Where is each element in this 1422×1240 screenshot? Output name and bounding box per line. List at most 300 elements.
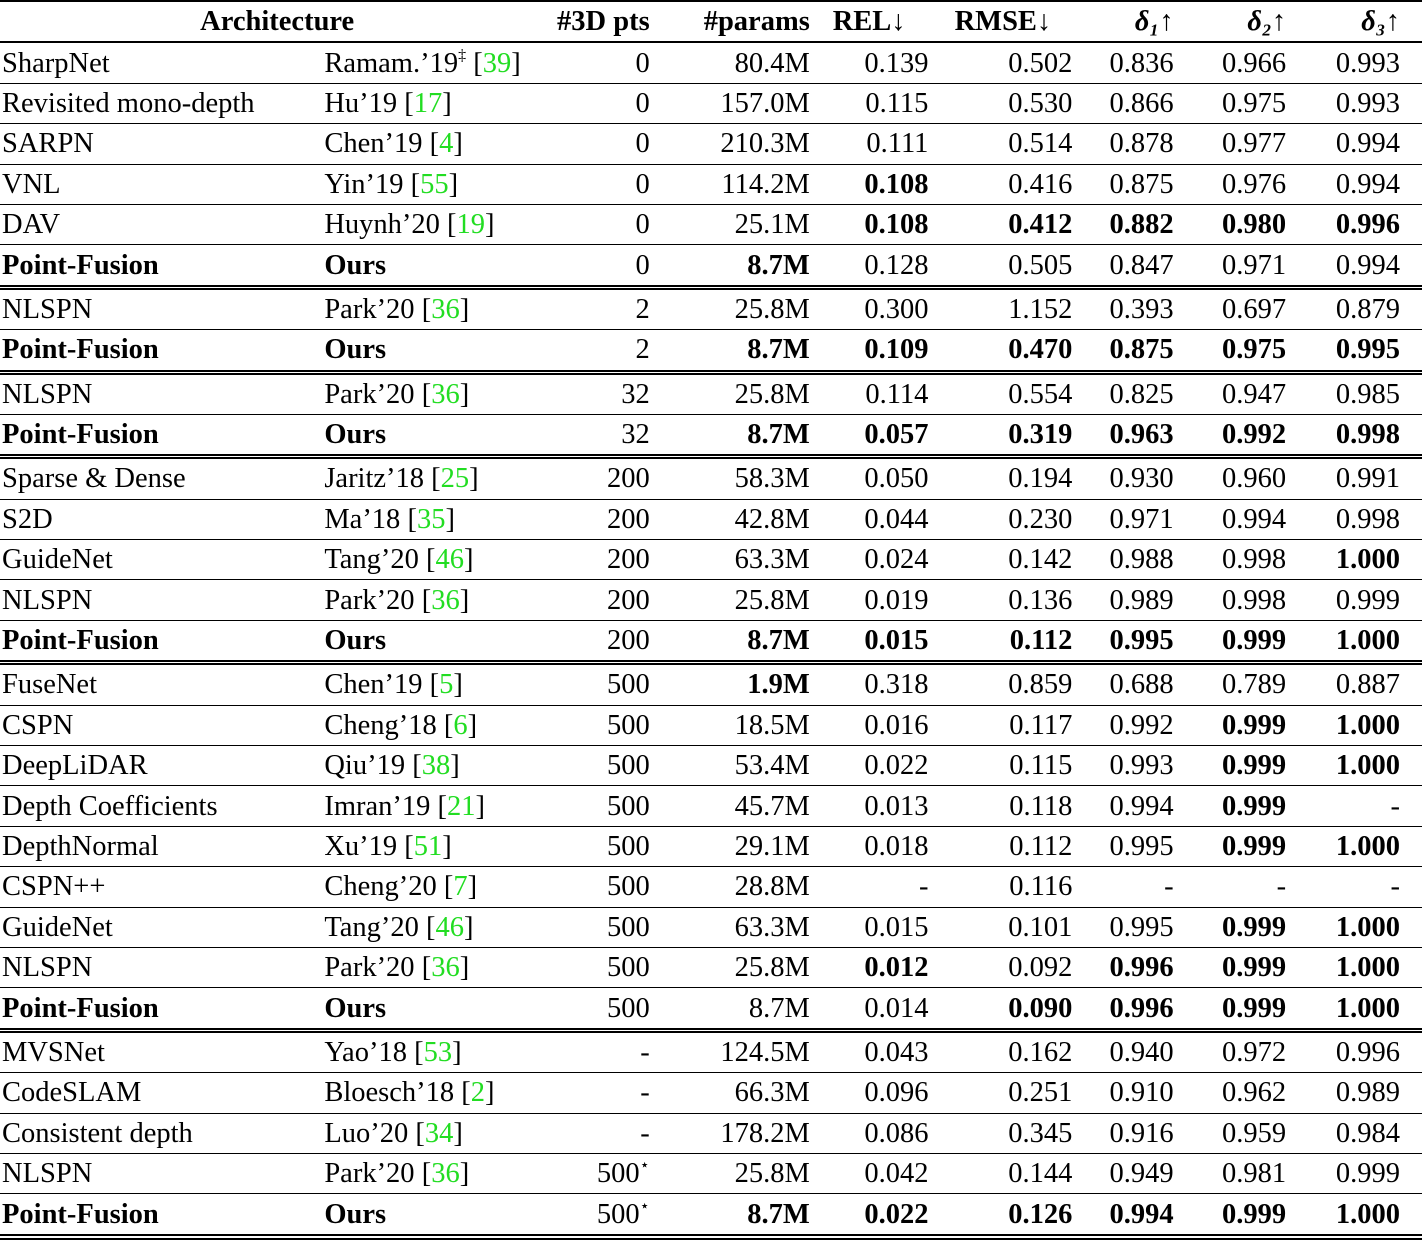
cell-d1	[1076, 907, 1173, 947]
cell-d3	[1286, 988, 1422, 1030]
cell-rmse	[933, 1073, 1076, 1113]
d2-value: 0.998	[1222, 584, 1287, 616]
cell-d2	[1174, 245, 1287, 287]
d2-value: 0.697	[1222, 293, 1287, 325]
cell-d3	[1286, 1153, 1422, 1193]
pts-value: 500	[606, 992, 650, 1024]
cell-d1	[1076, 620, 1173, 662]
params-value: 157.0M	[720, 87, 810, 119]
rel-value: 0.015	[864, 911, 929, 943]
d2-value: -	[1276, 871, 1287, 903]
cell-pts	[552, 705, 651, 745]
cell-method-name: Point-Fusion	[2, 334, 159, 366]
table-row	[0, 1113, 1422, 1153]
table-row	[0, 124, 1422, 164]
author-year: Ours	[324, 992, 387, 1024]
cell-d2	[1174, 580, 1287, 620]
params-value: 8.7M	[747, 1198, 810, 1230]
header-architecture: Architecture	[200, 6, 355, 38]
header-delta1: δ₁↑	[1134, 6, 1174, 38]
rel-value: 0.057	[864, 419, 929, 451]
table-row	[0, 580, 1422, 620]
d3-value: 0.994	[1335, 168, 1400, 200]
cell-rel	[810, 1073, 934, 1113]
cell-params	[652, 204, 810, 244]
d3-value: 1.000	[1335, 625, 1400, 657]
cell-d1	[1076, 826, 1173, 866]
citation-link[interactable]: 36	[431, 952, 460, 984]
table-row	[0, 786, 1422, 826]
cell-d1	[1076, 947, 1173, 987]
cell-rel	[810, 540, 934, 580]
rel-value: 0.300	[864, 293, 929, 325]
author-year: Park’20	[324, 293, 415, 325]
citation-link[interactable]: 25	[440, 463, 470, 495]
cell-rel	[810, 245, 934, 287]
d3-value: 0.999	[1335, 1158, 1400, 1190]
cell-method-name: DeepLiDAR	[2, 750, 148, 782]
params-value: 42.8M	[734, 503, 810, 535]
cell-rel	[810, 287, 934, 329]
rel-value: 0.044	[864, 503, 929, 535]
author-year: Ours	[324, 1198, 387, 1230]
author-year: Chen’19	[324, 128, 423, 160]
d2-value: 0.994	[1222, 503, 1287, 535]
rel-value: 0.108	[864, 209, 929, 241]
d2-value: 0.960	[1222, 463, 1287, 495]
cell-reference: Chen’19 [4]	[324, 128, 463, 160]
params-value: 58.3M	[734, 463, 810, 495]
d2-value: 0.947	[1222, 378, 1287, 410]
rel-value: 0.014	[864, 992, 929, 1024]
cell-rmse	[933, 867, 1076, 907]
author-year: Ours	[324, 625, 387, 657]
cell-rel	[810, 204, 934, 244]
pts-value: 200	[606, 463, 650, 495]
cell-params	[652, 124, 810, 164]
params-value: 28.8M	[734, 871, 810, 903]
cell-rmse	[933, 746, 1076, 786]
cell-method-name: Sparse & Dense	[2, 463, 186, 495]
cell-rel	[810, 42, 934, 83]
cell-d3	[1286, 164, 1422, 204]
citation-link[interactable]: 34	[424, 1117, 454, 1149]
d1-value: 0.875	[1109, 168, 1174, 200]
header-row	[0, 1, 1422, 42]
cell-pts	[552, 867, 651, 907]
d2-value: 0.999	[1222, 831, 1287, 862]
citation-link[interactable]: 53	[423, 1036, 453, 1068]
rel-value: 0.050	[864, 463, 929, 495]
cell-d2	[1174, 457, 1287, 499]
author-year: Ours	[324, 249, 387, 281]
params-value: 63.3M	[734, 911, 810, 943]
cell-rel	[810, 1153, 934, 1193]
cell-rel	[810, 414, 934, 456]
cell-reference: Luo’20 [34]	[324, 1117, 463, 1149]
cell-rmse	[933, 580, 1076, 620]
rmse-value: 0.118	[1009, 790, 1073, 822]
citation-link[interactable]: 55	[420, 168, 449, 200]
citation-link[interactable]: 4	[439, 128, 454, 160]
params-value: 53.4M	[734, 750, 810, 782]
cell-reference: Cheng’20 [7]	[324, 871, 478, 903]
pts-value: -	[640, 1117, 650, 1149]
cell-d2	[1174, 124, 1287, 164]
d2-value: 0.999	[1222, 1198, 1287, 1230]
cell-pts	[552, 580, 651, 620]
cell-d3	[1286, 1113, 1422, 1153]
author-year: Tang’20	[324, 544, 419, 576]
pts-value: -	[640, 1077, 650, 1109]
d2-value: 0.966	[1222, 47, 1287, 79]
cell-method-name: SARPN	[2, 128, 94, 160]
cell-d2	[1174, 1153, 1287, 1193]
cell-pts	[552, 907, 651, 947]
star-footnote-mark: ⋆	[639, 1197, 650, 1215]
cell-rmse	[933, 947, 1076, 987]
d1-value: 0.875	[1109, 334, 1174, 366]
rmse-value: 0.554	[1008, 378, 1073, 410]
cell-pts	[552, 540, 651, 580]
cell-rmse	[933, 330, 1076, 372]
d3-value: 0.996	[1335, 209, 1400, 241]
cell-d2	[1174, 826, 1287, 866]
cell-rel	[810, 786, 934, 826]
cell-d3	[1286, 124, 1422, 164]
params-value: 25.8M	[734, 952, 810, 984]
table-row	[0, 42, 1422, 83]
pts-value: 0	[635, 87, 650, 119]
rel-value: 0.108	[864, 168, 929, 200]
cell-d1	[1076, 1113, 1173, 1153]
table-row	[0, 620, 1422, 662]
cell-reference	[324, 988, 552, 1030]
cell-d1	[1076, 988, 1173, 1030]
cell-params	[652, 947, 810, 987]
rel-value: 0.013	[864, 790, 929, 822]
rel-value: 0.016	[864, 709, 929, 741]
cell-pts	[552, 204, 651, 244]
table-row	[0, 540, 1422, 580]
params-value: 124.5M	[720, 1036, 810, 1068]
cell-d3	[1286, 499, 1422, 539]
table-row	[0, 1073, 1422, 1113]
params-value: 8.7M	[747, 419, 810, 451]
cell-rmse	[933, 42, 1076, 83]
d3-value: 0.984	[1335, 1117, 1400, 1149]
d2-value: 0.999	[1222, 992, 1287, 1024]
d1-value: 0.994	[1109, 790, 1174, 822]
d1-value: 0.688	[1109, 669, 1174, 701]
citation-link[interactable]: 6	[453, 709, 468, 741]
cell-method-name: Consistent depth	[2, 1117, 193, 1149]
cell-d2	[1174, 663, 1287, 705]
d2-value: 0.980	[1222, 209, 1287, 241]
citation-link[interactable]: 36	[431, 1158, 460, 1190]
citation-link[interactable]: 38	[421, 750, 451, 782]
cell-d2	[1174, 540, 1287, 580]
pts-value: 32	[621, 419, 650, 451]
cell-d3	[1286, 1073, 1422, 1113]
citation-link[interactable]: 46	[435, 544, 465, 576]
author-year: Ours	[324, 334, 387, 366]
d1-value: 0.949	[1109, 1158, 1174, 1190]
table-row	[0, 372, 1422, 414]
pts-value: 500	[606, 871, 650, 903]
d3-value: 0.996	[1335, 1036, 1400, 1068]
cell-d3	[1286, 540, 1422, 580]
citation-link[interactable]: 36	[431, 584, 460, 616]
cell-d2	[1174, 372, 1287, 414]
author-year: Park’20	[324, 1158, 415, 1190]
d1-value: 0.825	[1109, 378, 1174, 410]
author-year: Yao’18	[324, 1036, 407, 1068]
d2-value: 0.972	[1222, 1036, 1287, 1068]
cell-params	[652, 1073, 810, 1113]
cell-rel	[810, 746, 934, 786]
cell-reference	[324, 414, 552, 456]
cell-d1	[1076, 540, 1173, 580]
cell-method-name: Depth Coefficients	[2, 790, 218, 822]
cell-rmse	[933, 164, 1076, 204]
rmse-value: 0.144	[1008, 1158, 1073, 1190]
cell-params	[652, 867, 810, 907]
cell-d2	[1174, 499, 1287, 539]
table-row	[0, 663, 1422, 705]
citation-link[interactable]: 36	[431, 378, 460, 410]
cell-pts	[552, 988, 651, 1030]
pts-value: 500	[606, 750, 650, 782]
citation-link[interactable]: 51	[413, 831, 443, 862]
cell-params	[652, 457, 810, 499]
cell-params	[652, 414, 810, 456]
rmse-value: 0.112	[1009, 625, 1073, 657]
cell-pts	[552, 42, 651, 83]
cell-d2	[1174, 867, 1287, 907]
rmse-value: 0.251	[1008, 1077, 1073, 1109]
table-row	[0, 1030, 1422, 1072]
cell-reference: Hu’19 [17]	[324, 87, 452, 119]
d3-value: -	[1390, 790, 1400, 822]
d1-value: 0.992	[1109, 709, 1174, 741]
author-year: Cheng’18	[324, 709, 437, 741]
rel-value: 0.115	[865, 87, 929, 119]
rmse-value: 0.319	[1008, 419, 1073, 451]
d2-value: 0.977	[1222, 128, 1287, 160]
table-body	[0, 42, 1422, 1236]
pts-value: 200	[606, 625, 650, 657]
d2-value: 0.975	[1222, 87, 1287, 119]
cell-d1	[1076, 42, 1173, 83]
table-row	[0, 746, 1422, 786]
pts-value: 2	[635, 334, 650, 366]
author-year: Luo’20	[324, 1117, 409, 1149]
cell-rel	[810, 330, 934, 372]
cell-d2	[1174, 1030, 1287, 1072]
cell-rmse	[933, 663, 1076, 705]
cell-d2	[1174, 42, 1287, 83]
cell-params	[652, 1194, 810, 1237]
cell-d1	[1076, 372, 1173, 414]
cell-method-name: NLSPN	[2, 1158, 93, 1190]
d3-value: 0.995	[1335, 334, 1400, 366]
rel-value: 0.015	[864, 625, 929, 657]
cell-rmse	[933, 1153, 1076, 1193]
table-row	[0, 287, 1422, 329]
cell-d1	[1076, 580, 1173, 620]
citation-link[interactable]: 5	[439, 669, 454, 701]
d3-value: 0.989	[1335, 1077, 1400, 1109]
params-value: 114.2M	[721, 168, 810, 200]
cell-rmse	[933, 245, 1076, 287]
citation-link[interactable]: 36	[431, 293, 460, 325]
cell-rmse	[933, 372, 1076, 414]
pts-value: 500	[606, 831, 650, 862]
rmse-value: 0.162	[1008, 1036, 1073, 1068]
cell-d1	[1076, 204, 1173, 244]
author-year: Park’20	[324, 584, 415, 616]
cell-method-name: Point-Fusion	[2, 249, 159, 281]
table-row	[0, 499, 1422, 539]
cell-d1	[1076, 1153, 1173, 1193]
cell-reference	[324, 1194, 552, 1237]
cell-reference: Park’20 [36]	[324, 378, 470, 410]
d1-value: 0.988	[1109, 544, 1174, 576]
cell-method-name: DepthNormal	[2, 831, 159, 862]
cell-params	[652, 907, 810, 947]
cell-params	[652, 1153, 810, 1193]
table-row	[0, 414, 1422, 456]
cell-reference: Park’20 [36]	[324, 1158, 470, 1190]
citation-link[interactable]: 7	[453, 871, 468, 903]
cell-d3	[1286, 663, 1422, 705]
table-row	[0, 1194, 1422, 1237]
cell-d1	[1076, 414, 1173, 456]
rel-value: -	[918, 871, 929, 903]
cell-d1	[1076, 663, 1173, 705]
rel-value: 0.086	[864, 1117, 929, 1149]
d3-value: 0.887	[1335, 669, 1400, 701]
cell-d3	[1286, 204, 1422, 244]
cell-reference: Imran’19 [21]	[324, 790, 485, 822]
cell-d2	[1174, 705, 1287, 745]
cell-d1	[1076, 1073, 1173, 1113]
cell-d2	[1174, 988, 1287, 1030]
citation-link[interactable]: 17	[413, 87, 443, 119]
table-row	[0, 457, 1422, 499]
cell-reference: Tang’20 [46]	[324, 911, 474, 943]
cell-method-name: SharpNet	[2, 47, 110, 79]
header-rmse: RMSE↓	[954, 6, 1052, 38]
header-rel: REL↓	[832, 6, 906, 38]
rel-value: 0.018	[864, 831, 929, 862]
cell-d1	[1076, 164, 1173, 204]
cell-d3	[1286, 580, 1422, 620]
pts-value: 2	[635, 293, 650, 325]
citation-link[interactable]: 21	[447, 790, 476, 822]
cell-reference: Ramam.’19‡ [39]	[324, 46, 521, 79]
table-row	[0, 1153, 1422, 1193]
cell-reference: Chen’19 [5]	[324, 669, 463, 701]
cell-d2	[1174, 414, 1287, 456]
rel-value: 0.096	[864, 1077, 929, 1109]
header-delta2: δ₂↑	[1247, 6, 1287, 38]
cell-d1	[1076, 867, 1173, 907]
d2-value: 0.962	[1222, 1077, 1287, 1109]
rmse-value: 0.345	[1008, 1117, 1073, 1149]
pts-value: 500	[606, 669, 650, 701]
cell-params	[652, 42, 810, 83]
author-year: Huynh’20	[324, 209, 440, 241]
cell-pts	[552, 1194, 651, 1237]
author-year: Ours	[324, 419, 387, 451]
cell-d3	[1286, 786, 1422, 826]
double-dagger-footnote-mark: ‡	[458, 46, 467, 64]
params-value: 178.2M	[720, 1117, 810, 1149]
d1-value: 0.994	[1109, 1198, 1174, 1230]
cell-rmse	[933, 499, 1076, 539]
cell-params	[652, 663, 810, 705]
cell-d3	[1286, 287, 1422, 329]
cell-rel	[810, 1194, 934, 1237]
rel-value: 0.024	[864, 544, 929, 576]
cell-params	[652, 620, 810, 662]
cell-method-name: CSPN	[2, 709, 74, 741]
cell-method-name: FuseNet	[2, 669, 97, 701]
cell-rel	[810, 705, 934, 745]
d2-value: 0.976	[1222, 168, 1287, 200]
cell-rmse	[933, 907, 1076, 947]
rmse-value: 0.505	[1008, 249, 1073, 281]
rmse-value: 0.112	[1009, 831, 1073, 862]
cell-params	[652, 1030, 810, 1072]
cell-reference: Park’20 [36]	[324, 952, 470, 984]
cell-reference	[324, 330, 552, 372]
d1-value: 0.995	[1109, 911, 1174, 943]
cell-reference: Park’20 [36]	[324, 293, 470, 325]
header-3d-pts: #3D pts	[557, 6, 650, 38]
table-row	[0, 245, 1422, 287]
cell-rel	[810, 372, 934, 414]
d2-value: 0.999	[1222, 709, 1287, 741]
d3-value: -	[1390, 871, 1400, 903]
d2-value: 0.999	[1222, 790, 1287, 822]
citation-link[interactable]: 19	[456, 209, 486, 241]
cell-d3	[1286, 947, 1422, 987]
cell-d3	[1286, 705, 1422, 745]
header-delta3: δ₃↑	[1361, 6, 1400, 38]
params-value: 66.3M	[734, 1077, 810, 1109]
d1-value: -	[1164, 871, 1174, 903]
rel-value: 0.012	[864, 952, 929, 984]
rel-value: 0.139	[864, 47, 929, 79]
rel-value: 0.019	[864, 584, 929, 616]
citation-link[interactable]: 46	[435, 911, 465, 943]
citation-link[interactable]: 35	[416, 503, 446, 535]
cell-d3	[1286, 42, 1422, 83]
cell-pts	[552, 372, 651, 414]
pts-value: 500	[596, 1158, 640, 1190]
d2-value: 0.975	[1222, 334, 1287, 366]
citation-link[interactable]: 2	[470, 1077, 486, 1109]
citation-link[interactable]: 39	[482, 47, 512, 79]
params-value: 8.7M	[747, 334, 810, 366]
params-value: 1.9M	[747, 669, 810, 701]
cell-d1	[1076, 499, 1173, 539]
cell-pts	[552, 1153, 651, 1193]
cell-method-name: NLSPN	[2, 378, 93, 410]
